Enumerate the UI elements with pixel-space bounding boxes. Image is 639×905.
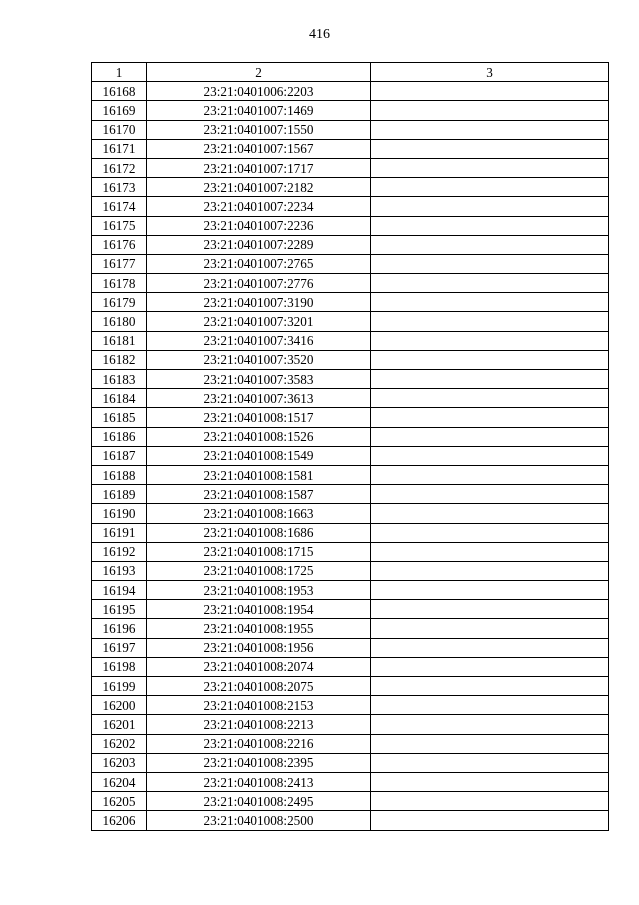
table-row — [92, 677, 609, 696]
table-row — [92, 715, 609, 734]
cadastral-number-cell: 23:21:0401007:2236 — [147, 216, 371, 235]
row-number-cell: 16192 — [92, 542, 147, 561]
row-number-cell: 16171 — [92, 139, 147, 158]
row-number-cell: 16178 — [92, 274, 147, 293]
table-row — [92, 638, 609, 657]
cadastral-number-cell: 23:21:0401007:1469 — [147, 101, 371, 120]
note-cell — [371, 561, 609, 580]
table-row — [92, 197, 609, 216]
note-cell — [371, 139, 609, 158]
cadastral-number-cell: 23:21:0401008:1526 — [147, 427, 371, 446]
row-number-cell: 16170 — [92, 120, 147, 139]
note-cell — [371, 370, 609, 389]
table-row — [92, 696, 609, 715]
row-number-cell: 16197 — [92, 638, 147, 657]
cadastral-number-cell: 23:21:0401008:2500 — [147, 811, 371, 830]
note-cell — [371, 485, 609, 504]
table-body — [92, 82, 609, 830]
row-number-cell: 16198 — [92, 657, 147, 676]
cadastral-number-cell: 23:21:0401008:1517 — [147, 408, 371, 427]
cadastral-number-cell: 23:21:0401006:2203 — [147, 82, 371, 101]
note-cell — [371, 350, 609, 369]
row-number-cell: 16189 — [92, 485, 147, 504]
cadastral-number-cell: 23:21:0401007:2234 — [147, 197, 371, 216]
table-row — [92, 581, 609, 600]
column-header-3: 3 — [371, 63, 609, 82]
row-number-cell: 16184 — [92, 389, 147, 408]
cadastral-number-cell: 23:21:0401008:1549 — [147, 446, 371, 465]
cadastral-number-cell: 23:21:0401007:3190 — [147, 293, 371, 312]
row-number-cell: 16190 — [92, 504, 147, 523]
note-cell — [371, 331, 609, 350]
note-cell — [371, 178, 609, 197]
note-cell — [371, 120, 609, 139]
note-cell — [371, 581, 609, 600]
note-cell — [371, 542, 609, 561]
column-header-1: 1 — [92, 63, 147, 82]
row-number-cell: 16185 — [92, 408, 147, 427]
note-cell — [371, 715, 609, 734]
table-row — [92, 158, 609, 177]
table-row — [92, 408, 609, 427]
row-number-cell: 16205 — [92, 792, 147, 811]
table-row — [92, 792, 609, 811]
note-cell — [371, 600, 609, 619]
note-cell — [371, 465, 609, 484]
cadastral-number-cell: 23:21:0401007:2765 — [147, 254, 371, 273]
cadastral-number-cell: 23:21:0401008:2074 — [147, 657, 371, 676]
row-number-cell: 16176 — [92, 235, 147, 254]
table-row — [92, 350, 609, 369]
note-cell — [371, 696, 609, 715]
cadastral-number-cell: 23:21:0401008:2413 — [147, 772, 371, 791]
note-cell — [371, 427, 609, 446]
cadastral-number-cell: 23:21:0401007:1717 — [147, 158, 371, 177]
table-row — [92, 734, 609, 753]
note-cell — [371, 792, 609, 811]
cadastral-number-cell: 23:21:0401008:1686 — [147, 523, 371, 542]
row-number-cell: 16183 — [92, 370, 147, 389]
cadastral-number-cell: 23:21:0401008:1725 — [147, 561, 371, 580]
row-number-cell: 16200 — [92, 696, 147, 715]
table-row — [92, 139, 609, 158]
row-number-cell: 16195 — [92, 600, 147, 619]
table-row — [92, 293, 609, 312]
cadastral-number-cell: 23:21:0401008:1955 — [147, 619, 371, 638]
cadastral-number-cell: 23:21:0401008:1956 — [147, 638, 371, 657]
row-number-cell: 16193 — [92, 561, 147, 580]
row-number-cell: 16188 — [92, 465, 147, 484]
cadastral-number-cell: 23:21:0401008:2495 — [147, 792, 371, 811]
table-row — [92, 753, 609, 772]
cadastral-number-cell: 23:21:0401007:2289 — [147, 235, 371, 254]
row-number-cell: 16174 — [92, 197, 147, 216]
note-cell — [371, 811, 609, 830]
table-row — [92, 312, 609, 331]
cadastral-number-cell: 23:21:0401007:3613 — [147, 389, 371, 408]
row-number-cell: 16199 — [92, 677, 147, 696]
cadastral-number-cell: 23:21:0401008:2213 — [147, 715, 371, 734]
note-cell — [371, 638, 609, 657]
note-cell — [371, 389, 609, 408]
note-cell — [371, 82, 609, 101]
table-row — [92, 331, 609, 350]
row-number-cell: 16187 — [92, 446, 147, 465]
table-row — [92, 254, 609, 273]
note-cell — [371, 504, 609, 523]
table-row — [92, 389, 609, 408]
note-cell — [371, 772, 609, 791]
row-number-cell: 16202 — [92, 734, 147, 753]
note-cell — [371, 657, 609, 676]
table-row — [92, 561, 609, 580]
cadastral-number-cell: 23:21:0401007:2182 — [147, 178, 371, 197]
row-number-cell: 16179 — [92, 293, 147, 312]
row-number-cell: 16186 — [92, 427, 147, 446]
registry-table — [91, 62, 609, 831]
cadastral-number-cell: 23:21:0401008:1587 — [147, 485, 371, 504]
row-number-cell: 16172 — [92, 158, 147, 177]
table-row — [92, 600, 609, 619]
note-cell — [371, 619, 609, 638]
cadastral-number-cell: 23:21:0401007:3201 — [147, 312, 371, 331]
row-number-cell: 16175 — [92, 216, 147, 235]
note-cell — [371, 753, 609, 772]
row-number-cell: 16182 — [92, 350, 147, 369]
note-cell — [371, 446, 609, 465]
row-number-cell: 16180 — [92, 312, 147, 331]
column-header-2: 2 — [147, 63, 371, 82]
row-number-cell: 16169 — [92, 101, 147, 120]
table-row — [92, 485, 609, 504]
row-number-cell: 16203 — [92, 753, 147, 772]
cadastral-number-cell: 23:21:0401007:2776 — [147, 274, 371, 293]
cadastral-number-cell: 23:21:0401007:1567 — [147, 139, 371, 158]
note-cell — [371, 216, 609, 235]
row-number-cell: 16173 — [92, 178, 147, 197]
row-number-cell: 16194 — [92, 581, 147, 600]
table-row — [92, 772, 609, 791]
table-row — [92, 101, 609, 120]
cadastral-number-cell: 23:21:0401008:2153 — [147, 696, 371, 715]
cadastral-number-cell: 23:21:0401007:3416 — [147, 331, 371, 350]
row-number-cell: 16196 — [92, 619, 147, 638]
row-number-cell: 16181 — [92, 331, 147, 350]
cadastral-number-cell: 23:21:0401008:2075 — [147, 677, 371, 696]
row-number-cell: 16177 — [92, 254, 147, 273]
cadastral-number-cell: 23:21:0401007:3520 — [147, 350, 371, 369]
note-cell — [371, 101, 609, 120]
table-row — [92, 370, 609, 389]
note-cell — [371, 523, 609, 542]
table-row — [92, 178, 609, 197]
cadastral-number-cell: 23:21:0401008:2216 — [147, 734, 371, 753]
cadastral-number-cell: 23:21:0401008:1715 — [147, 542, 371, 561]
cadastral-number-cell: 23:21:0401008:1953 — [147, 581, 371, 600]
table-row — [92, 811, 609, 830]
note-cell — [371, 158, 609, 177]
table-row — [92, 465, 609, 484]
table-row — [92, 427, 609, 446]
row-number-cell: 16168 — [92, 82, 147, 101]
cadastral-number-cell: 23:21:0401007:3583 — [147, 370, 371, 389]
note-cell — [371, 197, 609, 216]
table-row — [92, 120, 609, 139]
cadastral-number-cell: 23:21:0401008:1954 — [147, 600, 371, 619]
table-row — [92, 504, 609, 523]
row-number-cell: 16204 — [92, 772, 147, 791]
table-header — [92, 63, 609, 82]
table-row — [92, 82, 609, 101]
table-row — [92, 657, 609, 676]
table-row — [92, 274, 609, 293]
cadastral-number-cell: 23:21:0401007:1550 — [147, 120, 371, 139]
row-number-cell: 16206 — [92, 811, 147, 830]
note-cell — [371, 677, 609, 696]
cadastral-number-cell: 23:21:0401008:1663 — [147, 504, 371, 523]
row-number-cell: 16201 — [92, 715, 147, 734]
cadastral-number-cell: 23:21:0401008:1581 — [147, 465, 371, 484]
note-cell — [371, 254, 609, 273]
table-row — [92, 446, 609, 465]
cadastral-number-cell: 23:21:0401008:2395 — [147, 753, 371, 772]
note-cell — [371, 235, 609, 254]
note-cell — [371, 274, 609, 293]
table-row — [92, 235, 609, 254]
table-row — [92, 542, 609, 561]
table-row — [92, 619, 609, 638]
table-row — [92, 216, 609, 235]
page-number: 416 — [309, 27, 330, 42]
note-cell — [371, 408, 609, 427]
note-cell — [371, 734, 609, 753]
note-cell — [371, 293, 609, 312]
row-number-cell: 16191 — [92, 523, 147, 542]
header-row — [92, 63, 609, 82]
table-row — [92, 523, 609, 542]
note-cell — [371, 312, 609, 331]
